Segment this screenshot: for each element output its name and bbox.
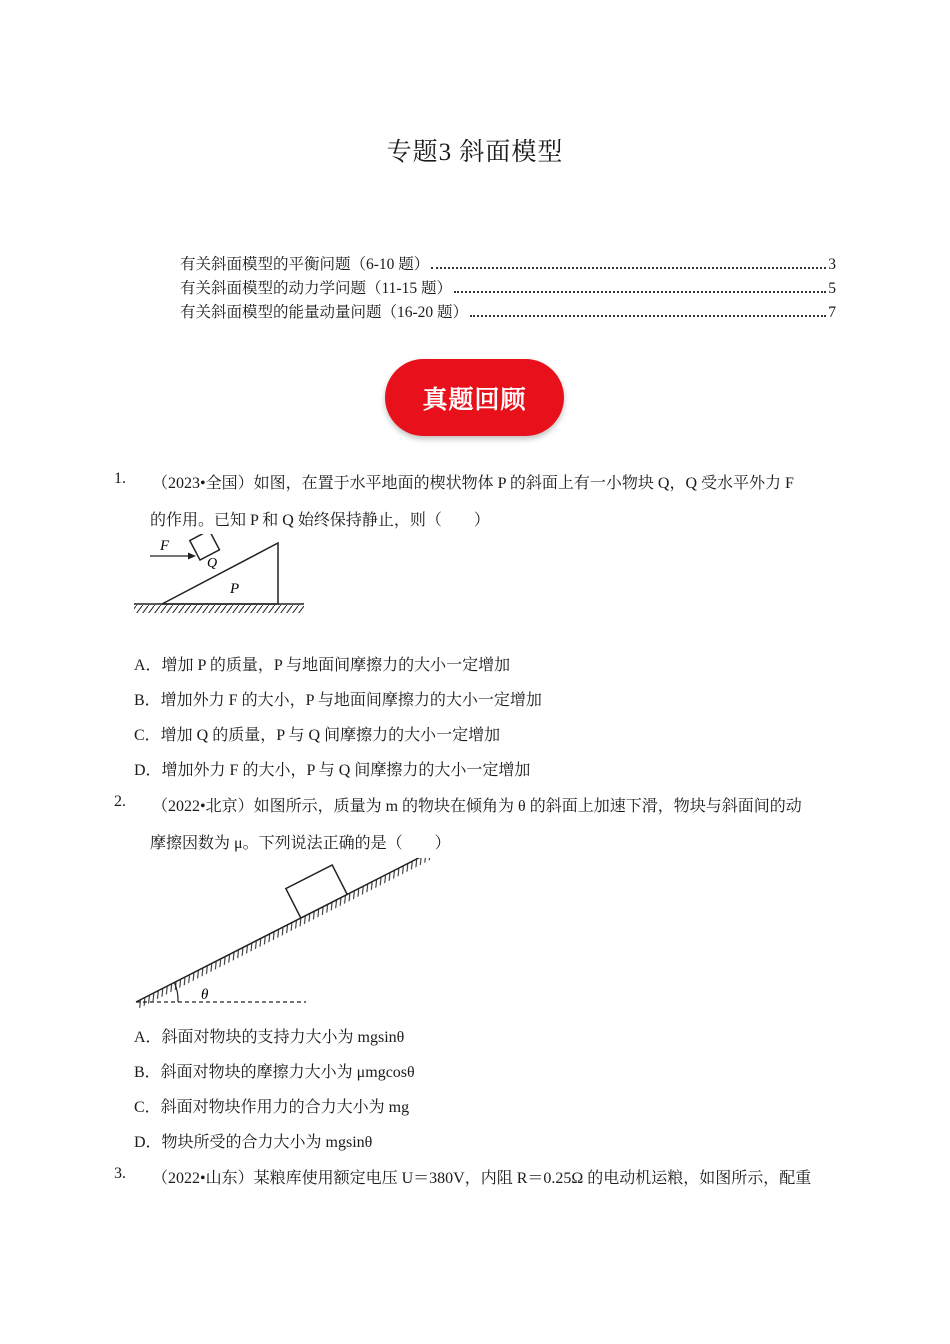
- page-title: 专题3 斜面模型: [386, 139, 564, 166]
- block: [286, 865, 347, 918]
- option-d[interactable]: D．物块所受的合力大小为 mgsinθ: [134, 1134, 373, 1151]
- toc-entry[interactable]: [180, 274, 836, 298]
- option-c[interactable]: C．斜面对物块作用力的合力大小为 mg: [134, 1099, 410, 1116]
- toc-entry-text: 有关斜面模型的能量动量问题（16-20 题）: [180, 304, 469, 321]
- toc-entry-page: 3: [828, 256, 836, 273]
- question-number: 1.: [114, 470, 126, 487]
- option-a[interactable]: A．增加 P 的质量，P 与地面间摩擦力的大小一定增加: [134, 657, 511, 674]
- incline-figure: [130, 858, 445, 1008]
- toc-leader-dots: [431, 267, 826, 269]
- question-text: 摩擦因数为 μ。下列说法正确的是（ ）: [150, 835, 451, 852]
- section-banner-label: 真题回顾: [422, 384, 527, 414]
- angle-label: θ: [201, 987, 209, 1003]
- toc-entry-page: 5: [828, 280, 836, 297]
- toc-entry-text: 有关斜面模型的平衡问题（6-10 题）: [180, 256, 430, 273]
- question-number: 2.: [114, 793, 126, 810]
- toc-entry-page: 7: [828, 304, 836, 321]
- question-text: （2022•山东）某粮库使用额定电压 U＝380V，内阻 R＝0.25Ω 的电动机运粮，如图所示，配重: [152, 1170, 812, 1187]
- toc-leader-dots: [454, 291, 826, 293]
- wedge-figure: [130, 534, 310, 620]
- question-text: （2023•全国）如图，在置于水平地面的楔状物体 P 的斜面上有一小物块 Q，Q 受水平外力 F: [152, 475, 794, 492]
- section-banner: [385, 359, 564, 436]
- toc-entry[interactable]: [180, 298, 836, 322]
- option-c[interactable]: C．增加 Q 的质量，P 与 Q 间摩擦力的大小一定增加: [134, 727, 501, 744]
- option-b[interactable]: B．斜面对物块的摩擦力大小为 μmgcosθ: [134, 1064, 415, 1081]
- block-label: Q: [207, 556, 218, 571]
- ground-hatch: [134, 605, 304, 613]
- question-text: （2022•北京）如图所示，质量为 m 的物块在倾角为 θ 的斜面上加速下滑，物块与斜面间的动: [152, 798, 802, 815]
- option-a[interactable]: A．斜面对物块的支持力大小为 mgsinθ: [134, 1029, 405, 1046]
- question-text: 的作用。已知 P 和 Q 始终保持静止，则（ ）: [150, 512, 490, 529]
- toc-entry-text: 有关斜面模型的动力学问题（11-15 题）: [180, 280, 452, 297]
- wedge-label: P: [230, 581, 240, 597]
- toc-leader-dots: [470, 315, 826, 317]
- question-number: 3.: [114, 1165, 126, 1182]
- option-b[interactable]: B．增加外力 F 的大小，P 与地面间摩擦力的大小一定增加: [134, 692, 542, 709]
- toc-entry[interactable]: [180, 250, 836, 274]
- option-d[interactable]: D．增加外力 F 的大小，P 与 Q 间摩擦力的大小一定增加: [134, 762, 531, 779]
- force-arrowhead: [188, 553, 196, 560]
- wedge-p: [162, 543, 278, 604]
- force-label: F: [160, 538, 170, 554]
